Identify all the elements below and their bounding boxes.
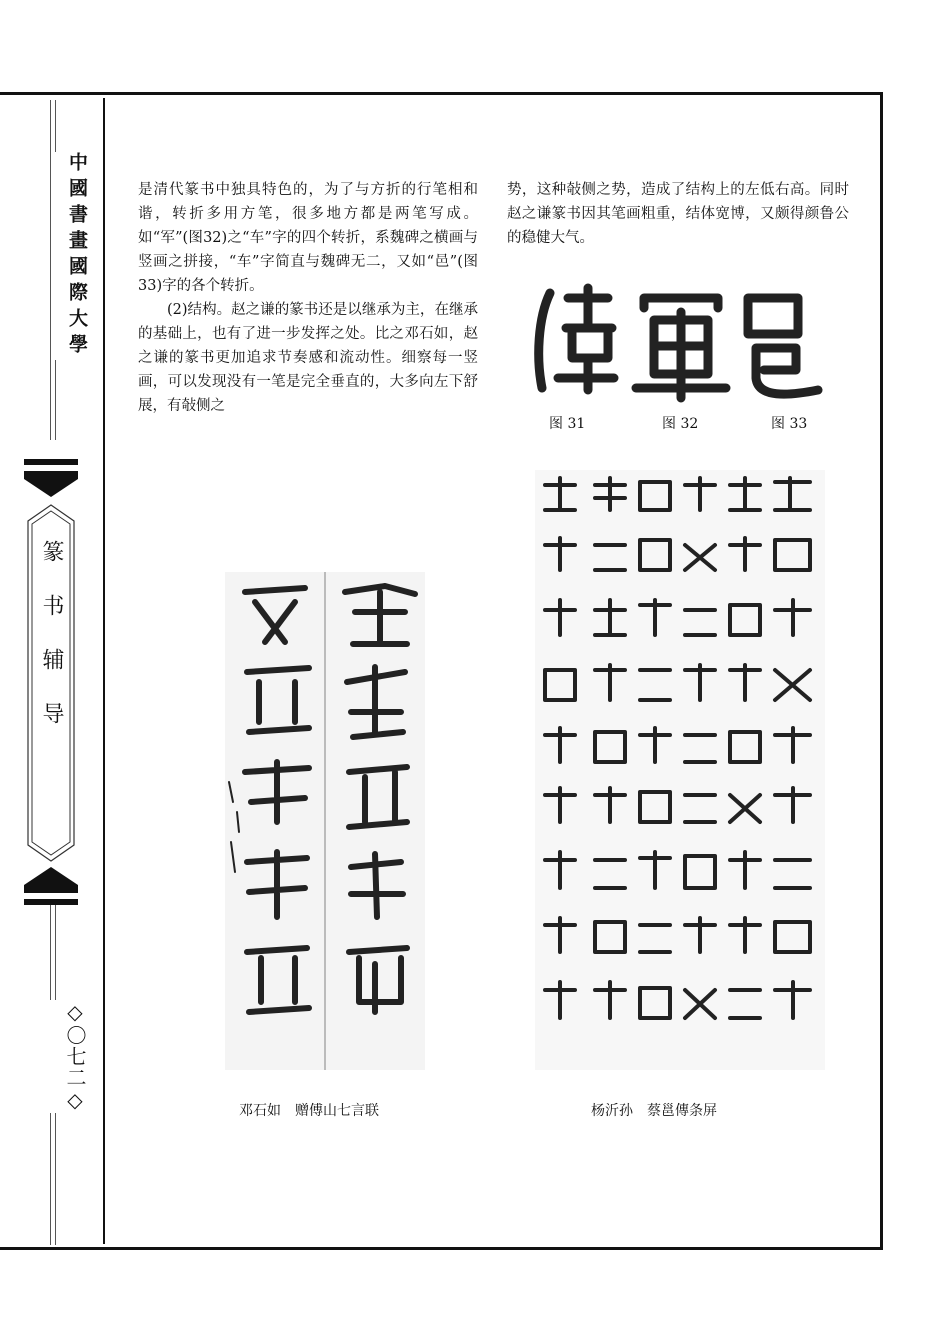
paragraph: (2)结构。赵之谦的篆书还是以继承为主，在继承的基础上，也有了进一步发挥之处。比之邓石如，赵之谦的篆书更加追求节奏感和流动性。细察每一竖画，可以发现没有一笔是完全垂直的，大多向左下舒展，有敧侧之 [138, 302, 478, 414]
screen-image [535, 470, 825, 1070]
paragraph: 是清代篆书中独具特色的，为了与方折的行笔相和谐，转折多用方笔，很多地方都是两笔写成。如“军”(图32)之“车”字的四个转折，系魏碑之横画与竖画之拼接，“车”字简直与魏碑无二，又如“邑”(图33)字的各个转折。 [138, 182, 478, 294]
text-column-right [507, 178, 849, 250]
caption-screen: 杨沂孙 蔡邕傳条屏 [591, 1103, 717, 1119]
figure-label-31: 图 31 [549, 416, 586, 432]
caption-couplet: 邓石如 赠傅山七言联 [239, 1103, 379, 1119]
text-column-left [138, 178, 478, 418]
couplet-image [225, 572, 425, 1070]
seal-character-fig32 [636, 298, 726, 398]
paragraph: 势，这种敧侧之势，造成了结构上的左低右高。同时赵之谦篆书因其笔画粗重，结体宽博，又颇得颜鲁公的稳健大气。 [507, 182, 849, 246]
section-title: 篆书辅导 [39, 540, 64, 756]
seal-character-fig31 [539, 288, 614, 390]
seal-figures [528, 278, 828, 408]
page-number: ◇〇七二◇ [50, 1000, 100, 1113]
sidebar-rule [50, 100, 51, 440]
figure-label-32: 图 32 [662, 416, 699, 432]
figure-label-33: 图 33 [771, 416, 808, 432]
publisher-title: 中國書畫國際大學 [52, 152, 102, 360]
seal-character-fig33 [748, 298, 818, 394]
